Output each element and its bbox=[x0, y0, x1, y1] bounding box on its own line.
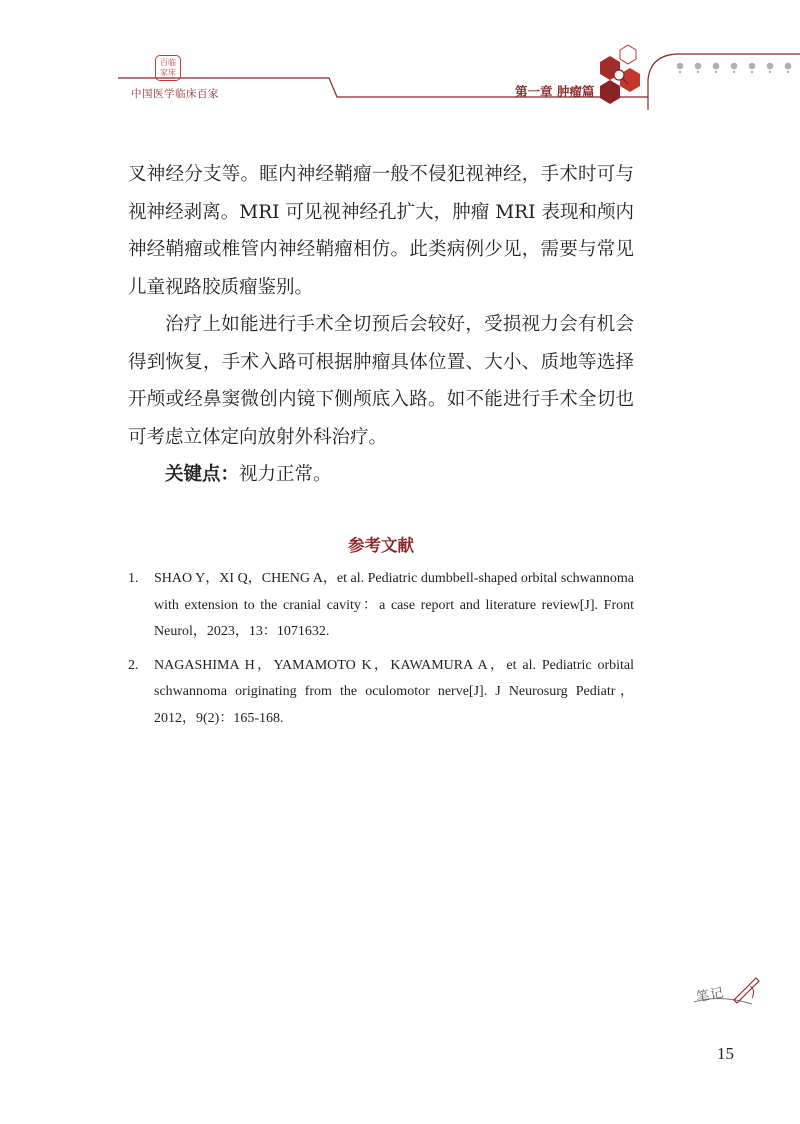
page-header bbox=[0, 0, 800, 110]
chapter-title: 第一章 肿瘤篇 bbox=[515, 84, 595, 99]
reference-number: 2. bbox=[128, 657, 139, 673]
reference-text: SHAO Y，XI Q，CHENG A，et al. Pediatric dumbbell-shaped orbital schwannoma with extension to the cranial cavity：a case report and literature review[J]. Front Neurol，2023，13：1071632. bbox=[154, 571, 634, 639]
key-point-label: 关键点： bbox=[165, 464, 240, 485]
reference-item bbox=[128, 653, 634, 733]
reference-list bbox=[128, 566, 634, 739]
reference-number: 1. bbox=[128, 571, 139, 586]
key-point bbox=[128, 456, 634, 494]
header-decoration bbox=[0, 0, 800, 110]
notes-tab bbox=[690, 972, 760, 1012]
key-point-text: 视力正常。 bbox=[239, 464, 332, 485]
page-number: 15 bbox=[717, 1044, 734, 1063]
series-title: 中国医学临床百家 bbox=[131, 88, 219, 100]
references-heading: 参考文献 bbox=[348, 536, 414, 555]
paragraph: 叉神经分支等。眶内神经鞘瘤一般不侵犯视神经，手术时可与视神经剥离。MRI 可见视神经孔扩大，肿瘤 MRI 表现和颅内神经鞘瘤或椎管内神经鞘瘤相仿。此类病例少见，需要与常见儿童视路胶质瘤鉴别。 bbox=[128, 164, 634, 298]
hexagon-emblem-icon bbox=[600, 45, 640, 104]
reference-item bbox=[128, 566, 634, 646]
binder-dots bbox=[677, 63, 792, 74]
seal-logo-text: 百临 家床 bbox=[160, 58, 176, 77]
seal-logo bbox=[155, 55, 181, 81]
notes-label: 笔记 bbox=[695, 985, 726, 1006]
notes-margin-border bbox=[648, 54, 800, 97]
body-text bbox=[128, 156, 634, 494]
paragraph: 治疗上如能进行手术全切预后会较好，受损视力会有机会得到恢复，手术入路可根据肿瘤具体位置、大小、质地等选择开颅或经鼻窦微创内镜下侧颅底入路。如不能进行手术全切也可考虑立体定向放射外科治疗。 bbox=[128, 314, 634, 448]
reference-text: NAGASHIMA H，YAMAMOTO K，KAWAMURA A，et al. Pediatric orbital schwannoma originating from the oculomotor nerve[J]. J Neurosurg Pediatr，2012，9(2)：165-168. bbox=[154, 657, 634, 726]
